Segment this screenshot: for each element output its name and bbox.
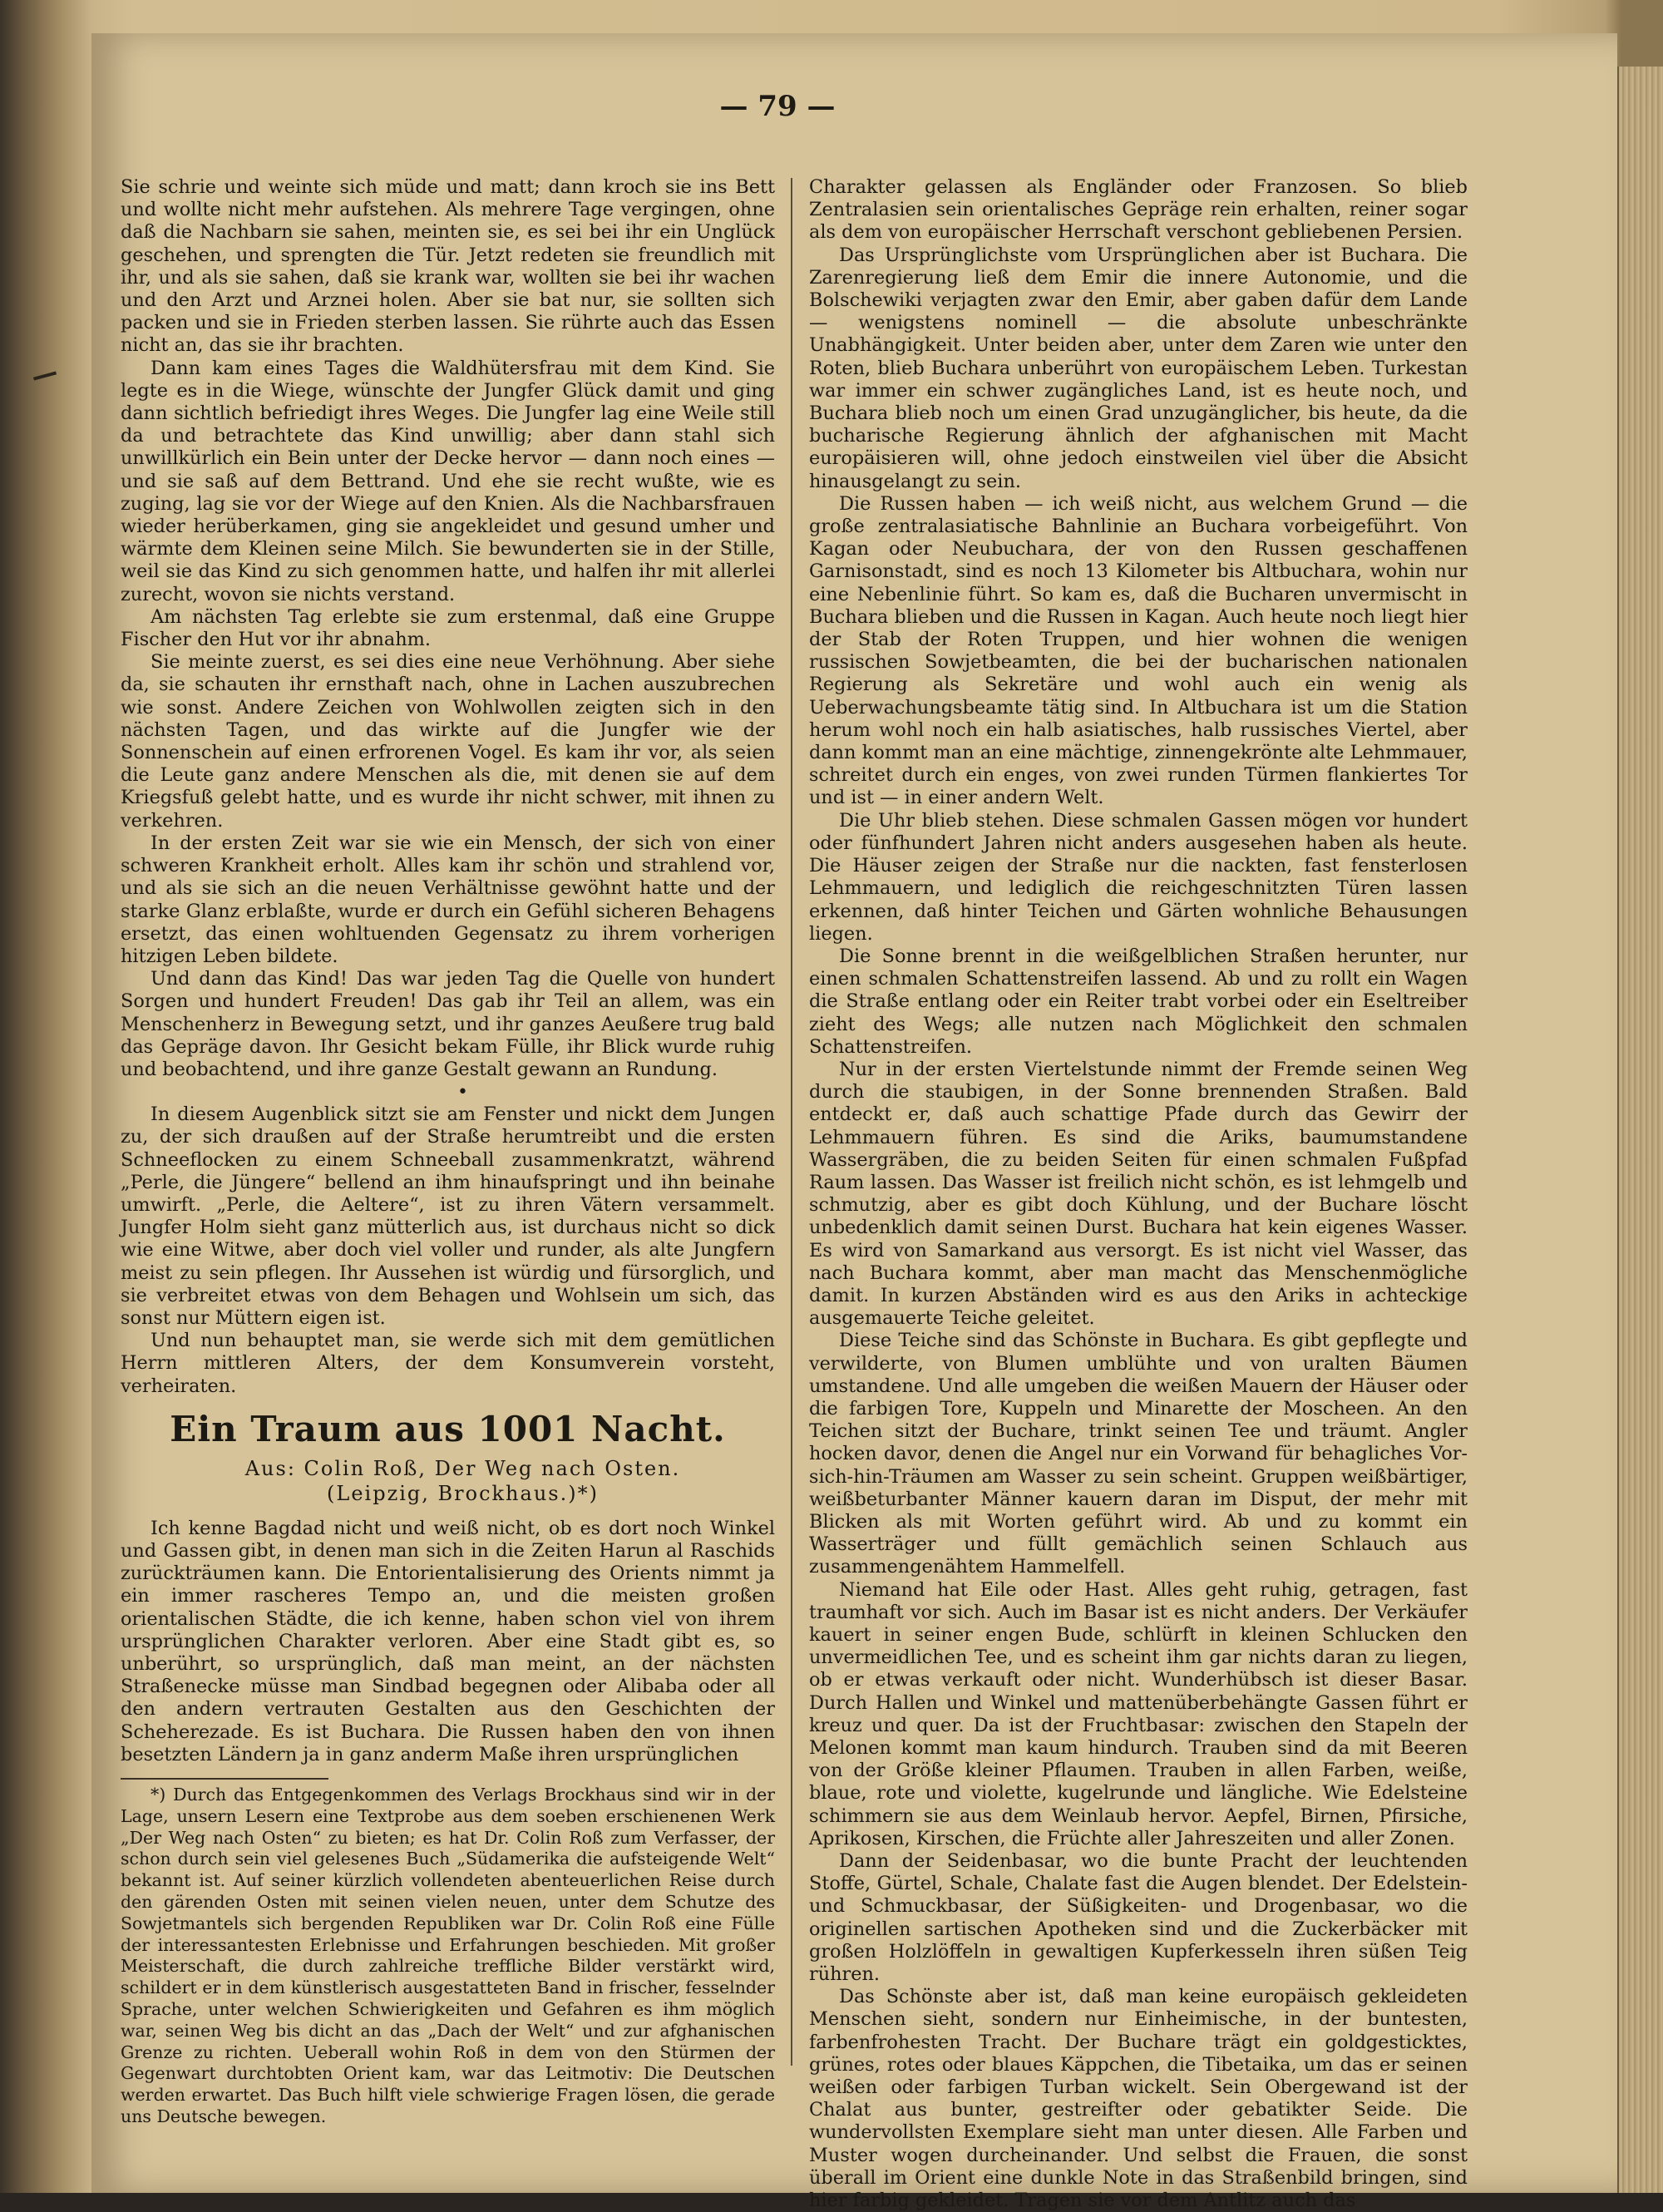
paragraph: In der ersten Zeit war sie wie ein Mensch, der sich von einer schweren Krankheit erholt. Alles kam ihr schön und strahlend vor, und als sie sich an die neuen Verhältnisse gewöhnt hatte und der starke Glanz erblaßte, wurde er durch ein Gefühl sicheren Behagens ersetzt, das einen wohltuenden Gegensatz zu ihrem vorherigen hitzigen Leben bildete. (121, 832, 775, 967)
page-number: — 79 — (719, 90, 836, 123)
paragraph: Und dann das Kind! Das war jeden Tag die Quelle von hundert Sorgen und hundert Freuden! Das gab ihr Teil an allem, was ein Menschenherz in Bewegung setzt, und ihr ganzes Aeußere trug bald das Gepräge davon. Ihr Gesicht bekam Fülle, ihr Blick wurde ruhig und beobachtend, und ihre ganze Gestalt gewann an Rundung. (121, 968, 775, 1080)
article-source: Aus: Colin Roß, Der Weg nach Osten. (244, 1456, 681, 1480)
footnote-rule (121, 1778, 328, 1780)
paragraph: Charakter gelassen als Engländer oder Franzosen. So blieb Zentralasien sein orientalisches Gepräge rein erhalten, reiner sogar als dem von europäischer Herrschaft verschont gebliebenen Persien. (809, 176, 1468, 244)
left-column (121, 176, 775, 2128)
column-divider (791, 178, 792, 2066)
paragraph: Dann der Seidenbasar, wo die bunte Pracht der leuchtenden Stoffe, Gürtel, Schale, Chalate fast die Augen blendet. Der Edelstein- und Schmuckbasar, der Süßigkeiten- und Drogenbasar, wo die originellen sartischen Apotheken sind und die Zuckerbäcker mit großen Holzlöffeln in gewaltigen Kupferkesseln ihren süßen Teig rühren. (809, 1850, 1468, 1986)
paragraph: Das Schönste aber ist, daß man keine europäisch gekleideten Menschen sieht, sondern nur Einheimische, in der buntesten, farbenfrohesten Tracht. Der Buchare trägt ein goldgesticktes, grünes, rotes oder blaues Käppchen, die Tibetaika, um das er seinen weißen oder farbigen Turban wickelt. Sein Obergewand ist der Chalat aus bunter, gestreifter oder gebatikter Seide. Die wundervollsten Exemplare sieht man unter diesen. Alle Farben und Muster wogen durcheinander. Und selbst die Frauen, die sonst überall im Orient eine dunkle Note in das Straßenbild bringen, sind hier farbig gekleidet. Tragen sie vor dem Antlitz auch das (809, 1986, 1468, 2212)
article-headline: Ein Traum aus 1001 Nacht. (170, 1408, 726, 1449)
paragraph: In diesem Augenblick sitzt sie am Fenster und nickt dem Jungen zu, der sich draußen auf der Straße herumtreibt und die ersten Schneeflocken zu einem Schneeball zusammenkratzt, während „Perle, die Jüngere“ bellend an ihm hinaufspringt und ihn beinahe umwirft. „Perle, die Aeltere“, ist zu ihren Vätern versammelt. Jungfer Holm sieht ganz mütterlich aus, ist durchaus nicht so dick wie eine Witwe, aber doch viel voller und runder, als alte Jungfern meist zu sein pflegen. Ihr Aussehen ist würdig und fürsorglich, und sie verbreitet etwas von dem Behagen und Wohlsein um sich, das sonst nur Müttern eigen ist. (121, 1104, 775, 1329)
pencil-mark (33, 371, 57, 380)
footnote: *) Durch das Entgegenkommen des Verlags Brockhaus sind wir in der Lage, unsern Lesern eine Textprobe aus dem soeben erschienenen Werk „Der Weg nach Osten“ zu bieten; es hat Dr. Colin Roß zum Verfasser, der schon durch sein viel gelesenes Buch „Südamerika die aufsteigende Welt“ bekannt ist. Auf seiner kürzlich vollendeten abenteuerlichen Reise durch den gärenden Osten mit seinen vielen neuen, unter dem Schutze des Sowjetmantels sich bergenden Republiken war Dr. Colin Roß eine Fülle der interessantesten Erlebnisse und Erfahrungen beschieden. Mit großer Meisterschaft, die durch zahlreiche treffliche Bilder verstärkt wird, schildert er in dem künstlerisch ausgestatteten Band in frischer, fesselnder Sprache, unter welchen Schwierigkeiten und Gefahren es ihm möglich war, seinen Weg bis dicht an das „Dach der Welt“ und zur afghanischen Grenze zu richten. Ueberall wohin Roß in dem von den Stürmen der Gegenwart durchtobten Orient kam, war das Leitmotiv: Die Deutschen werden erwartet. Das Buch hilft viele schwierige Fragen lösen, die gerade uns Deutsche bewegen. (121, 1785, 775, 2126)
paragraph: Und nun behauptet man, sie werde sich mit dem gemütlichen Herrn mittleren Alters, der dem Konsumverein vorsteht, verheiraten. (121, 1330, 775, 1397)
paragraph: Diese Teiche sind das Schönste in Buchara. Es gibt gepflegte und verwilderte, von Blumen umblühte und von uralten Bäumen umstandene. Und alle umgeben die weißen Mauern der Häuser oder die farbigen Tore, Kuppeln und Minarette der Moscheen. An den Teichen sitzt der Buchare, trinkt seinen Tee und träumt. Angler hocken davor, denen die Angel nur ein Vorwand für behagliches Vor-sich-hin-Träumen am Wasser zu sein scheint. Gruppen weißbärtiger, weißbeturbanter Männer kauern daran im Disput, der mehr mit Blicken als mit Worten geführt wird. Ab und zu kommt ein Wasserträger und füllt gemächlich seinen Schlauch aus zusammengenähtem Hammelfell. (809, 1330, 1468, 1578)
paragraph: Das Ursprünglichste vom Ursprünglichen aber ist Buchara. Die Zarenregierung ließ dem Emir die innere Autonomie, und die Bolschewiki verjagten zwar den Emir, aber gaben dafür dem Lande — wenigstens nominell — die absolute unbeschränkte Unabhängigkeit. Unter beiden aber, unter dem Zaren wie unter den Roten, blieb Buchara unberührt von europäischem Leben. Turkestan war immer ein schwer zugängliches Land, ist es heute noch, und Buchara blieb noch um einen Grad unzugänglicher, bis heute, da die bucharische Regierung ähnlich der afghanischen mit Macht europäisieren will, ohne jedoch einstweilen viel über die Absicht hinausgelangt zu sein. (809, 244, 1468, 492)
section-separator: • (457, 1082, 468, 1104)
page-edges (1617, 67, 1663, 2193)
paragraph: Die Uhr blieb stehen. Diese schmalen Gassen mögen vor hundert oder fünfhundert Jahren nicht anders ausgesehen haben als heute. Die Häuser zeigen der Straße nur die nackten, fast fensterlosen Lehmmauern, und lediglich die reichgeschnitzten Türen lassen erkennen, daß hinter Teichen und Gärten wohnliche Behausungen liegen. (809, 809, 1468, 945)
paragraph: Niemand hat Eile oder Hast. Alles geht ruhig, getragen, fast traumhaft vor sich. Auch im Basar ist es nicht anders. Der Verkäufer kauert in seiner engen Bude, schlürft in kleinen Schlucken den unvermeidlichen Tee, und es scheint ihm gar nichts daran zu liegen, ob er etwas verkauft oder nicht. Wunderhübsch ist dieser Basar. Durch Hallen und Winkel und mattenüberbehängte Gassen führt er kreuz und quer. Da ist der Fruchtbasar: zwischen den Stapeln der Melonen kommt man kaum hindurch. Trauben sind da mit Beeren von der Größe kleiner Pflaumen. Trauben in allen Farben, weiße, blaue, rote und violette, kugelrunde und längliche. Wie Edelsteine schimmern sie aus dem Weinlaub hervor. Aepfel, Birnen, Pfirsiche, Aprikosen, Kirschen, die Früchte aller Jahreszeiten und aller Zonen. (809, 1578, 1468, 1849)
paragraph: Sie meinte zuerst, es sei dies eine neue Verhöhnung. Aber siehe da, sie schauten ihr ernsthaft nach, ohne in Lachen auszubrechen wie sonst. Andere Zeichen von Wohlwollen zeigten sich in den nächsten Tagen, und das wirkte auf die Jungfer wie der Sonnenschein auf einen erfrorenen Vogel. Es kam ihr vor, als seien die Leute ganz andere Menschen als die, mit denen sie auf dem Kriegsfuß gelebt hatte, und es wurde ihr nicht schwer, mit ihnen zu verkehren. (121, 651, 775, 832)
paragraph: Sie schrie und weinte sich müde und matt; dann kroch sie ins Bett und wollte nicht mehr aufstehen. Als mehrere Tage vergingen, ohne daß die Nachbarn sie sahen, meinten sie, es sei bei ihr ein Unglück geschehen, und sprengten die Tür. Jetzt redeten sie freundlich mit ihr, und als sie sahen, daß sie krank war, wollten sie bei ihr wachen und den Arzt und Arznei holen. Aber sie bat nur, sie sollten sich packen und sie in Frieden sterben lassen. Sie rührte auch das Essen nicht an, das sie ihr brachten. (121, 176, 775, 357)
paragraph: Am nächsten Tag erlebte sie zum erstenmal, daß eine Gruppe Fischer den Hut vor ihr abnahm. (121, 605, 775, 651)
article-publisher: (Leipzig, Brockhaus.)*) (327, 1481, 599, 1505)
paragraph: Ich kenne Bagdad nicht und weiß nicht, ob es dort noch Winkel und Gassen gibt, in denen man sich in die Zeiten Harun al Raschids zurückträumen kann. Die Entorientalisierung des Orients nimmt ja ein immer rascheres Tempo an, und die meisten großen orientalischen Städte, die ich kenne, haben schon viel von ihrem ursprünglichen Charakter verloren. Aber eine Stadt gibt es, so unberührt, so ursprünglich, daß man meint, an der nächsten Straßenecke müsse man Sindbad begegnen oder Alibaba oder all den andern vertrauten Gestalten aus den Geschichten der Scheherezade. Es ist Buchara. Die Russen haben den von ihnen besetzten Ländern ja in ganz anderm Maße ihren ursprünglichen (121, 1517, 775, 1765)
paragraph: Die Russen haben — ich weiß nicht, aus welchem Grund — die große zentralasiatische Bahnlinie an Buchara vorbeigeführt. Von Kagan oder Neubuchara, der von den Russen geschaffenen Garnisonstadt, sind es noch 13 Kilometer bis Altbuchara, wohin nur eine Nebenlinie führt. So kam es, daß die Bucharen unvermischt in Buchara blieben und die Russen in Kagan. Auch heute noch liegt hier der Stab der Roten Truppen, und hier wohnen die wenigen russischen Sowjetbeamten, die bei der bucharischen nationalen Regierung als Sekretäre und wohl auch ein wenig als Ueberwachungsbeamte tätig sind. In Altbuchara ist um die Station herum wohl noch ein halb asiatisches, halb russisches Viertel, aber dann kommt man an eine mächtige, zinnengekrönte alte Lehmmauer, schreitet durch ein enges, von zwei runden Türmen flankiertes Tor und ist — in einer andern Welt. (809, 492, 1468, 809)
paragraph: Die Sonne brennt in die weißgelblichen Straßen herunter, nur einen schmalen Schattenstreifen lassend. Ab und zu rollt ein Wagen die Straße entlang oder ein Reiter trabt vorbei oder ein Eseltreiber zieht des Wegs; alle nutzen nach Möglichkeit den schmalen Schattenstreifen. (809, 945, 1468, 1058)
paragraph: Nur in der ersten Viertelstunde nimmt der Fremde seinen Weg durch die staubigen, in der Sonne brennenden Straßen. Bald entdeckt er, daß auch schattige Pfade durch das Gewirr der Lehmmauern führen. Es sind die Ariks, baumumstandene Wassergräben, die zu beiden Seiten für einen schmalen Fußpfad Raum lassen. Das Wasser ist freilich nicht schön, es ist lehmgelb und schmutzig, aber es gibt doch Kühlung, und der Buchare löscht unbedenklich damit seinen Durst. Buchara hat kein eigenes Wasser. Es wird von Samarkand aus versorgt. Es ist nicht viel Wasser, das nach Buchara kommt, aber man macht das Menschenmögliche damit. In kurzen Abständen wird es aus den Ariks in achteckige ausgemauerte Teiche geleitet. (809, 1058, 1468, 1330)
right-column (809, 176, 1468, 2212)
paragraph: Dann kam eines Tages die Waldhütersfrau mit dem Kind. Sie legte es in die Wiege, wünschte der Jungfer Glück damit und ging dann sichtlich befriedigt ihres Weges. Die Jungfer lag eine Weile still da und betrachtete das Kind unwillig; aber dann stahl sich unwillkürlich ein Bein unter der Decke hervor — dann noch eines — und sie saß auf dem Bettrand. Und ehe sie recht wußte, wie es zuging, lag sie vor der Wiege auf den Knien. Als die Nachbarsfrauen wieder herüberkamen, ging sie angekleidet und gesund umher und wärmte dem Kleinen seine Milch. Sie bewunderten sie in der Stille, weil sie das Kind zu sich genommen hatte, und halfen ihr mit allerlei zurecht, wovon sie nichts verstand. (121, 357, 775, 605)
